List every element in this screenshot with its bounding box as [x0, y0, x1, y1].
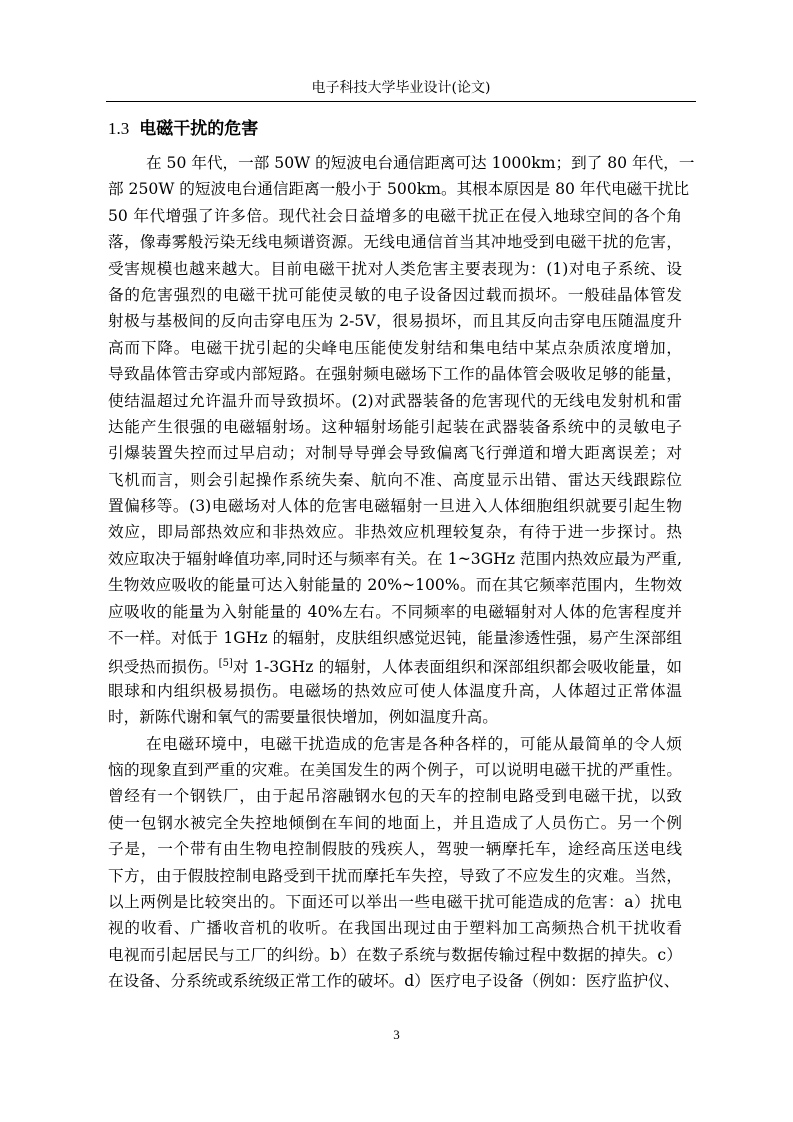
text-line: 不一样。对低于 1GHz 的辐射，皮肤组织感觉迟钝，能量渗透性强，易产生深部组	[108, 629, 682, 648]
text-line: 备的危害强烈的电磁干扰可能使灵敏的电子设备因过载而损坏。一般硅晶体管发	[108, 285, 682, 304]
text-line: 效应，即局部热效应和非热效应。非热效应机理较复杂，有待于进一步探讨。热	[108, 523, 682, 542]
text-line: 曾经有一个钢铁厂，由于起吊溶融钢水包的天车的控制电路受到电磁干扰，以致	[108, 787, 682, 806]
text-line: 飞机而言，则会引起操作系统失秦、航向不准、高度显示出错、雷达天线跟踪位	[108, 470, 682, 489]
section-number: 1.3	[108, 119, 130, 138]
section-heading	[108, 115, 258, 143]
header-rule	[106, 101, 696, 102]
section-title: 电磁干扰的危害	[139, 119, 259, 139]
paragraph	[108, 150, 695, 731]
text-line: 50 年代增强了许多倍。现代社会日益增多的电磁干扰正在侵入地球空间的各个角	[108, 206, 682, 225]
text-line: 受害规模也越来越大。目前电磁干扰对人类危害主要表现为：(1)对电子系统、设	[108, 259, 682, 278]
text-line: 时，新陈代谢和氧气的需要量很快增加，例如温度升高。	[108, 708, 498, 727]
text-line: 视的收看、广播收音机的收听。在我国出现过由于塑料加工高频热合机干扰收看	[108, 919, 682, 938]
text-line: 高而下降。电磁干扰引起的尖峰电压能使发射结和集电结中某点杂质浓度增加，	[108, 338, 682, 357]
text-line: 导致晶体管击穿或内部短路。在强射频电磁场下工作的晶体管会吸收足够的能量，	[108, 365, 682, 384]
page-header: 电子科技大学毕业设计(论文)	[311, 80, 491, 96]
paragraph	[108, 731, 682, 995]
text-line: 生物效应吸收的能量可达入射能量的 20%~100%。而在其它频率范围内，生物效	[108, 576, 682, 595]
text-line: 引爆装置失控而过早启动；对制导导弹会导致偏离飞行弹道和增大距离误差；对	[108, 444, 682, 463]
text-line: 子是，一个带有由生物电控制假肢的残疾人，驾驶一辆摩托车，途经高压送电线	[108, 840, 682, 859]
body-text	[108, 150, 695, 995]
page-number: 3	[393, 1027, 400, 1042]
text-line: 恼的现象直到严重的灾难。在美国发生的两个例子，可以说明电磁干扰的严重性。	[108, 760, 682, 779]
text-line: 在设备、分系统或系统级正常工作的破坏。d）医疗电子设备（例如：医疗监护仪、	[108, 972, 680, 991]
text-line: 达能产生很强的电磁辐射场。这种辐射场能引起装在武器装备系统中的灵敏电子	[108, 417, 682, 436]
text-line: 使一包钢水被完全失控地倾倒在车间的地面上，并且造成了人员伤亡。另一个例	[108, 813, 682, 832]
text-line: 下方，由于假肢控制电路受到干扰而摩托车失控，导致了不应发生的灾难。当然，	[108, 866, 682, 885]
text-line: 电视而引起居民与工厂的纠纷。b）在数子系统与数据传输过程中数据的掉失。c）	[108, 945, 682, 964]
text-line: 以上两例是比较突出的。下面还可以举出一些电磁干扰可能造成的危害：a）扰电	[108, 892, 682, 911]
text-line: 部 250W 的短波电台通信距离一般小于 500km。其根本原因是 80 年代电磁干扰比	[108, 180, 690, 199]
text-line: 眼球和内组织极易损伤。电磁场的热效应可使人体温度升高，人体超过正常体温	[108, 681, 682, 700]
text-line: 置偏移等。(3)电磁场对人体的危害电磁辐射一旦进入人体细胞组织就要引起生物	[108, 497, 682, 516]
text-line: 织受热而损伤。[5]对 1-3GHz 的辐射，人体表面组织和深部组织都会吸收能量，如	[108, 658, 682, 677]
text-line: 使结温超过允许温升而导致损坏。(2)对武器装备的危害现代的无线电发射机和雷	[108, 391, 682, 410]
text-line: 射极与基极间的反向击穿电压为 2-5V，很易损坏，而且其反向击穿电压随温度升	[108, 312, 682, 331]
text-line: 在电磁环境中，电磁干扰造成的危害是各种各样的，可能从最简单的令人烦	[146, 734, 682, 753]
text-line: 应吸收的能量为入射能量的 40%左右。不同频率的电磁辐射对人体的危害程度并	[108, 602, 682, 621]
text-line: 效应取决于辐射峰值功率,同时还与频率有关。在 1~3GHz 范围内热效应最为严重,	[108, 549, 682, 568]
text-line: 落，像毒雾般污染无线电频谱资源。无线电通信首当其冲地受到电磁干扰的危害，	[108, 233, 682, 252]
text-line: 在 50 年代，一部 50W 的短波电台通信距离可达 1000km；到了 80 年代，一	[146, 154, 695, 172]
